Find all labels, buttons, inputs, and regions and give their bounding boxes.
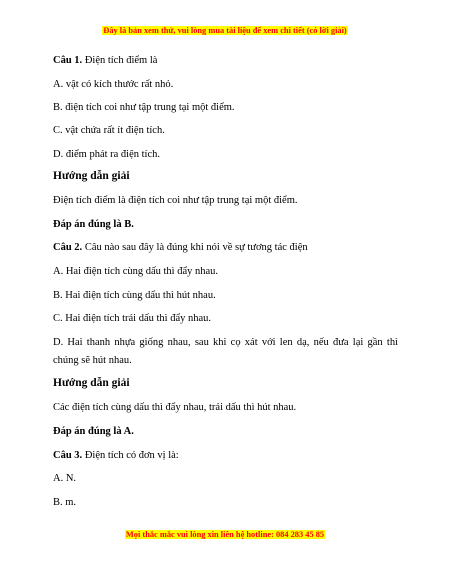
question-3-label: Câu 3. bbox=[53, 450, 83, 461]
question-2-option-a: A. Hai điện tích cùng dấu thì đẩy nhau. bbox=[53, 266, 219, 277]
question-2-option-b: B. Hai điện tích cùng dấu thì hút nhau. bbox=[53, 290, 216, 301]
question-2-answer: Đáp án đúng là A. bbox=[53, 426, 134, 437]
question-3-option-a: A. N. bbox=[53, 473, 77, 484]
question-3-option-b: B. m. bbox=[53, 497, 77, 508]
question-3-text: Điện tích có đơn vị là: bbox=[82, 450, 179, 461]
hotline-text: Mọi thắc mắc vui lòng xin liên hệ hotline: 084 283 45 85 bbox=[125, 530, 325, 539]
question-1-label: Câu 1. bbox=[53, 55, 83, 66]
preview-notice-text: Đây là bản xem thử, vui lòng mua tài liệu để xem chi tiết (có lời giải) bbox=[103, 26, 347, 35]
question-3 bbox=[53, 449, 398, 462]
question-2-option-d-line-1: D. Hai thanh nhựa giống nhau, sau khi cọ xát với len dạ, nếu đưa lại gần thì bbox=[53, 337, 398, 348]
question-2-guide-heading: Hướng dẫn giải bbox=[53, 377, 130, 389]
question-1-option-c: C. vật chứa rất ít điện tích. bbox=[53, 125, 165, 136]
question-2-label: Câu 2. bbox=[53, 242, 83, 253]
question-1-text: Điện tích điểm là bbox=[82, 55, 158, 66]
question-1-option-d: D. điểm phát ra điện tích. bbox=[53, 149, 161, 160]
hotline-banner bbox=[0, 530, 450, 540]
question-1-option-a: A. vật có kích thước rất nhỏ. bbox=[53, 79, 174, 90]
preview-notice-banner bbox=[0, 26, 450, 36]
question-1-guide-heading: Hướng dẫn giải bbox=[53, 170, 130, 182]
question-1-option-b: B. điện tích coi như tập trung tại một điểm. bbox=[53, 102, 235, 113]
question-1-answer: Đáp án đúng là B. bbox=[53, 219, 134, 230]
question-2-option-d-line-2: chúng sẽ hút nhau. bbox=[53, 355, 132, 366]
question-2-guide-text: Các điện tích cùng dấu thì đẩy nhau, trái dấu thì hút nhau. bbox=[53, 402, 297, 413]
question-2-text: Câu nào sau đây là đúng khi nói về sự tương tác điện bbox=[82, 242, 308, 253]
question-1 bbox=[53, 54, 398, 67]
question-2-option-c: C. Hai điện tích trái dấu thì đẩy nhau. bbox=[53, 313, 212, 324]
question-2 bbox=[53, 241, 398, 254]
question-1-guide-text: Điện tích điểm là điện tích coi như tập trung tại một điểm. bbox=[53, 195, 298, 206]
